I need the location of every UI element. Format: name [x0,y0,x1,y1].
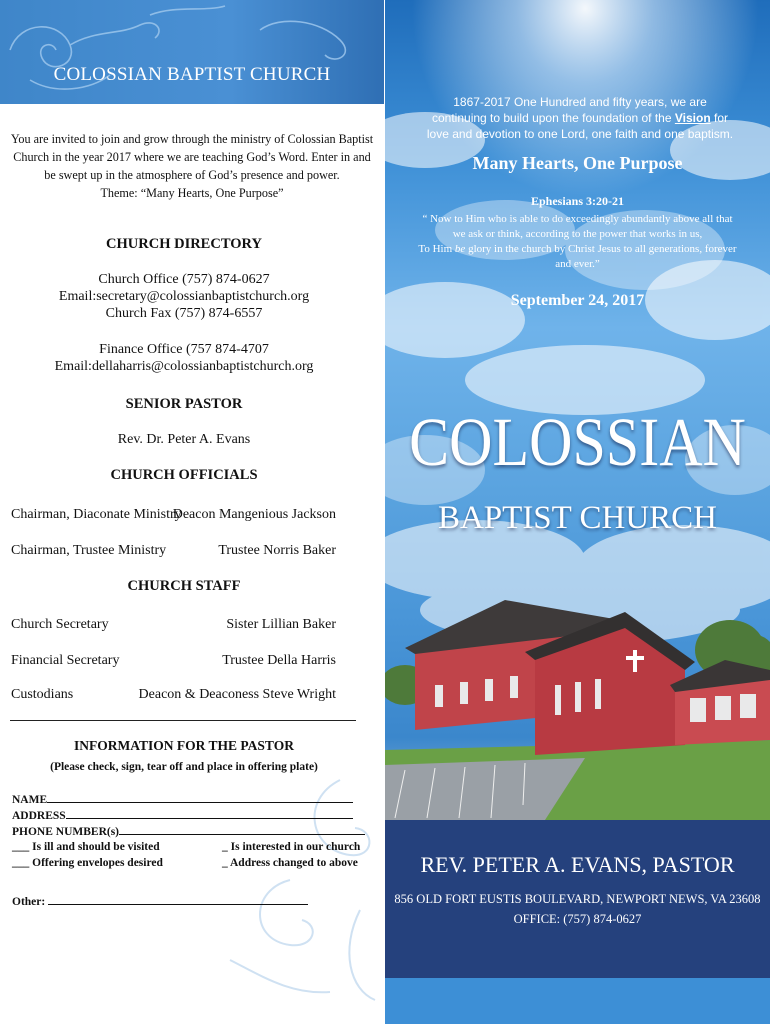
phone-label: PHONE NUMBER(s) [12,826,120,838]
phone-field-row [12,824,365,839]
motto: Many Hearts, One Purpose [472,153,683,173]
official-role: Chairman, Diaconate Ministry [11,507,182,522]
phone-field[interactable] [119,824,365,835]
official-role: Chairman, Trustee Ministry [11,543,167,558]
vision-word: Vision [674,111,711,125]
name-label: NAME [12,794,48,806]
scripture-2b: be [454,243,466,255]
address-field[interactable] [66,808,353,819]
staff-name: Trustee Della Harris [222,653,336,668]
scripture-2a: To Him [418,243,455,255]
staff-role: Financial Secretary [11,653,120,668]
cover-title-baptist-church: BAPTIST CHURCH [437,500,718,536]
address-field-row [12,808,353,823]
intro-text: You are invited to join and grow through the ministry of Colossian Baptist Church in the year 2017 where we are teaching God’s Word. Enter in and be swept up in the atmosphere of God’s presence and power. [10,132,374,182]
church-heading: COLOSSIAN BAPTIST CHURCH [53,64,331,85]
service-date: September 24, 2017 [510,292,645,309]
left-panel [0,0,384,1024]
address-label: ADDRESS [12,810,66,822]
cover-panel [385,0,770,1024]
directory-title: CHURCH DIRECTORY [106,236,262,252]
form-subtitle: (Please check, sign, tear off and place in offering plate) [50,761,318,773]
scripture-2c: glory in the church by Christ Jesus to all generations, forever and ever.” [465,243,737,270]
church-address: 856 OLD FORT EUSTIS BOULEVARD, NEWPORT NEWS, VA 23608 [394,892,761,906]
option-ill[interactable]: ___ Is ill and should be visited [12,841,160,853]
staff-name: Sister Lillian Baker [226,617,336,632]
option-interested[interactable]: _ Is interested in our church [222,841,361,853]
other-field[interactable] [48,894,308,905]
bottom-strip [385,978,770,1024]
other-field-row [12,894,308,909]
church-office: Church Office (757) 874-0627 [98,272,270,287]
scripture-line-1: “ Now to Him who is able to do exceedingly abundantly above all that we ask or think, according to the power that works in us, [422,213,733,240]
option-envelopes[interactable]: ___ Offering envelopes desired [12,857,163,869]
church-building-image [385,590,770,820]
name-field-row [12,792,353,807]
officials-title: CHURCH OFFICIALS [110,467,258,483]
scripture-line-2 [415,242,740,272]
church-email: Email:secretary@colossianbaptistchurch.org [58,289,310,304]
form-subtitle-wrap [0,757,368,775]
office-phone: OFFICE: (757) 874-0627 [513,912,642,926]
vision-text-end: for love and devotion to one Lord, one faith and one baptism. [426,111,734,141]
name-field[interactable] [47,792,353,803]
other-label: Other: [12,896,46,908]
tear-off-divider [10,720,356,721]
finance-email: Email:dellaharris@colossianbaptistchurch.org [54,359,314,374]
finance-office: Finance Office (757 874-4707 [99,342,269,357]
scripture-passage [415,212,740,272]
intro-paragraph [10,130,374,202]
senior-pastor-title: SENIOR PASTOR [125,396,243,412]
staff-role: Custodians [11,687,74,702]
staff-role: Church Secretary [11,617,109,632]
official-name: Trustee Norris Baker [218,543,336,558]
official-name: Deacon Mangenious Jackson [172,507,336,522]
staff-name: Deacon & Deaconess Steve Wright [138,687,336,702]
church-fax: Church Fax (757) 874-6557 [105,306,263,321]
staff-title: CHURCH STAFF [127,578,241,594]
cover-title-colossian: COLOSSIAN [409,404,746,480]
senior-pastor-name: Rev. Dr. Peter A. Evans [117,432,251,447]
form-title: INFORMATION FOR THE PASTOR [74,738,294,753]
theme-text: Theme: “Many Hearts, One Purpose” [100,186,284,200]
vision-text-start: 1867-2017 One Hundred and fifty years, we are continuing to build upon the foundation of the [432,95,707,125]
pastor-name: REV. PETER A. EVANS, PASTOR [420,852,735,877]
scripture-reference: Ephesians 3:20-21 [530,194,625,208]
vision-statement [425,94,735,142]
swirl-ornament [0,0,384,104]
option-address-changed[interactable]: _ Address changed to above [222,857,358,869]
